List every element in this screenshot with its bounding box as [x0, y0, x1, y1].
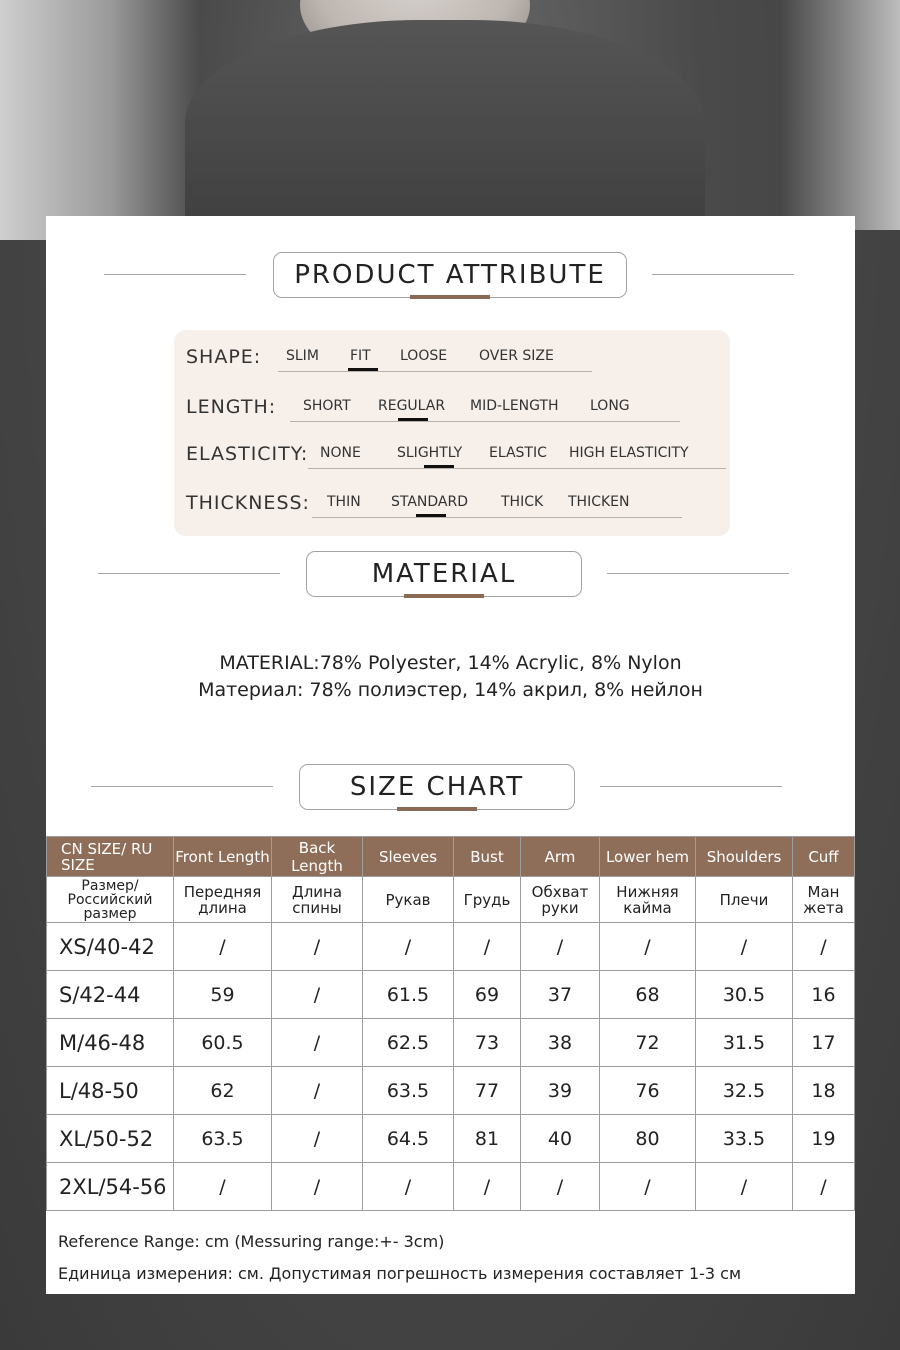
size-chart-heading — [299, 764, 575, 810]
measurement-cell: / — [454, 923, 521, 971]
measurement-cell: / — [696, 923, 793, 971]
reference-note-ru: Единица измерения: см. Допустимая погрешность измерения составляет 1-3 см — [58, 1264, 742, 1283]
table-row — [47, 1163, 855, 1211]
heading-rule-left — [91, 786, 273, 787]
heading-rule-left — [98, 573, 280, 574]
material-line-ru: Материал: 78% полиэстер, 14% акрил, 8% нейлон — [198, 679, 703, 701]
attribute-baseline — [308, 468, 726, 469]
table-row — [47, 923, 855, 971]
measurement-cell: / — [696, 1163, 793, 1211]
table-row — [47, 1019, 855, 1067]
heading-accent-bar — [410, 295, 490, 299]
attribute-option: THICKEN — [568, 494, 630, 510]
attribute-label: SHAPE: — [186, 346, 262, 368]
measurement-cell: 37 — [521, 971, 600, 1019]
measurement-cell: / — [521, 1163, 600, 1211]
measurement-cell: / — [272, 1019, 363, 1067]
measurement-cell: / — [272, 1067, 363, 1115]
measurement-cell: 59 — [174, 971, 272, 1019]
measurement-cell: / — [272, 1163, 363, 1211]
measurement-cell: 80 — [600, 1115, 696, 1163]
column-header: Back Length — [272, 837, 363, 877]
measurement-cell: 64.5 — [363, 1115, 454, 1163]
info-card — [46, 216, 855, 1294]
measurement-cell: 18 — [793, 1067, 855, 1115]
header-row-en — [47, 837, 855, 877]
attribute-baseline — [278, 371, 592, 372]
measurement-cell: / — [272, 1115, 363, 1163]
size-label-cell: 2XL/54-56 — [47, 1163, 174, 1211]
measurement-cell: / — [454, 1163, 521, 1211]
measurement-cell: 30.5 — [696, 971, 793, 1019]
attribute-option-selected: FIT — [350, 348, 371, 364]
heading-accent-bar — [397, 807, 477, 811]
size-label-cell: XS/40-42 — [47, 923, 174, 971]
measurement-cell: 72 — [600, 1019, 696, 1067]
measurement-cell: / — [272, 923, 363, 971]
measurement-cell: / — [174, 1163, 272, 1211]
attribute-row-elasticity — [186, 441, 726, 471]
measurement-cell: 62 — [174, 1067, 272, 1115]
attribute-option-selected: REGULAR — [378, 398, 446, 414]
material-title: MATERIAL — [371, 559, 517, 589]
column-header-ru: Обхват руки — [521, 877, 600, 923]
attribute-option: SLIM — [286, 348, 319, 364]
attribute-row-length — [186, 394, 726, 424]
attribute-option: THIN — [327, 494, 361, 510]
selected-marker — [348, 368, 378, 371]
attribute-option: OVER SIZE — [479, 348, 554, 364]
table-row — [47, 1115, 855, 1163]
attribute-label: THICKNESS: — [186, 492, 310, 514]
measurement-cell: / — [600, 1163, 696, 1211]
measurement-cell: 32.5 — [696, 1067, 793, 1115]
attribute-baseline — [290, 421, 680, 422]
column-header-ru: Длина спины — [272, 877, 363, 923]
measurement-cell: 63.5 — [174, 1115, 272, 1163]
attribute-row-thickness — [186, 490, 726, 520]
reference-note-en: Reference Range: cm (Messuring range:+- 3cm) — [58, 1232, 445, 1251]
measurement-cell: 60.5 — [174, 1019, 272, 1067]
column-header-ru: Нижняя кайма — [600, 877, 696, 923]
measurement-cell: 39 — [521, 1067, 600, 1115]
column-header: Sleeves — [363, 837, 454, 877]
column-header-ru: Грудь — [454, 877, 521, 923]
measurement-cell: 31.5 — [696, 1019, 793, 1067]
selected-marker — [416, 514, 446, 517]
measurement-cell: 76 — [600, 1067, 696, 1115]
column-header: Shoulders — [696, 837, 793, 877]
heading-rule-right — [607, 573, 789, 574]
measurement-cell: / — [793, 923, 855, 971]
size-label-cell: M/46-48 — [47, 1019, 174, 1067]
size-label-cell: L/48-50 — [47, 1067, 174, 1115]
measurement-cell: 81 — [454, 1115, 521, 1163]
column-header-ru: Передняя длина — [174, 877, 272, 923]
size-label-cell: XL/50-52 — [47, 1115, 174, 1163]
product-attribute-title: PRODUCT ATTRIBUTE — [294, 260, 606, 290]
measurement-cell: 61.5 — [363, 971, 454, 1019]
column-header: Arm — [521, 837, 600, 877]
attribute-option: MID-LENGTH — [470, 398, 559, 414]
column-header-ru: Ман жета — [793, 877, 855, 923]
heading-rule-left — [104, 274, 246, 275]
column-header-ru: Размер/ Российский размер — [47, 877, 174, 923]
measurement-cell: 77 — [454, 1067, 521, 1115]
attribute-option: LONG — [590, 398, 630, 414]
attribute-option: SHORT — [303, 398, 351, 414]
column-header: Cuff — [793, 837, 855, 877]
product-attribute-heading — [273, 252, 627, 298]
attribute-label: LENGTH: — [186, 396, 277, 418]
measurement-cell: 16 — [793, 971, 855, 1019]
attribute-option: NONE — [320, 445, 361, 461]
table-row — [47, 1067, 855, 1115]
measurement-cell: 40 — [521, 1115, 600, 1163]
measurement-cell: / — [793, 1163, 855, 1211]
column-header: Bust — [454, 837, 521, 877]
measurement-cell: 19 — [793, 1115, 855, 1163]
attribute-baseline — [312, 517, 682, 518]
column-header: Lower hem — [600, 837, 696, 877]
heading-rule-right — [600, 786, 782, 787]
measurement-cell: 69 — [454, 971, 521, 1019]
heading-rule-right — [652, 274, 794, 275]
attribute-panel — [174, 330, 730, 536]
measurement-cell: 73 — [454, 1019, 521, 1067]
size-chart-title: SIZE CHART — [349, 772, 525, 802]
attribute-option-selected: SLIGHTLY — [397, 445, 463, 461]
attribute-row-shape — [186, 344, 726, 374]
measurement-cell: / — [174, 923, 272, 971]
table-row — [47, 971, 855, 1019]
measurement-cell: 17 — [793, 1019, 855, 1067]
attribute-option-selected: STANDARD — [391, 494, 469, 510]
measurement-cell: / — [363, 1163, 454, 1211]
measurement-cell: 33.5 — [696, 1115, 793, 1163]
measurement-cell: 62.5 — [363, 1019, 454, 1067]
header-row-ru — [47, 877, 855, 923]
measurement-cell: / — [521, 923, 600, 971]
size-chart-table — [46, 836, 855, 1211]
selected-marker — [398, 418, 428, 421]
measurement-cell: 38 — [521, 1019, 600, 1067]
heading-accent-bar — [404, 594, 484, 598]
column-header-ru: Рукав — [363, 877, 454, 923]
attribute-option: THICK — [501, 494, 544, 510]
selected-marker — [424, 465, 454, 468]
size-label-cell: S/42-44 — [47, 971, 174, 1019]
measurement-cell: 63.5 — [363, 1067, 454, 1115]
measurement-cell: 68 — [600, 971, 696, 1019]
attribute-option: ELASTIC — [489, 445, 547, 461]
background-light-left — [0, 0, 200, 240]
measurement-cell: / — [272, 971, 363, 1019]
measurement-cell: / — [600, 923, 696, 971]
attribute-label: ELASTICITY: — [186, 443, 309, 465]
column-header-ru: Плечи — [696, 877, 793, 923]
column-header: Front Length — [174, 837, 272, 877]
background-light-right — [780, 0, 900, 230]
material-line-en: MATERIAL:78% Polyester, 14% Acrylic, 8% Nylon — [219, 652, 682, 674]
attribute-option: LOOSE — [400, 348, 448, 364]
measurement-cell: / — [363, 923, 454, 971]
attribute-option: HIGH ELASTICITY — [569, 445, 689, 461]
column-header: CN SIZE/ RU SIZE — [47, 837, 174, 877]
material-heading — [306, 551, 582, 597]
